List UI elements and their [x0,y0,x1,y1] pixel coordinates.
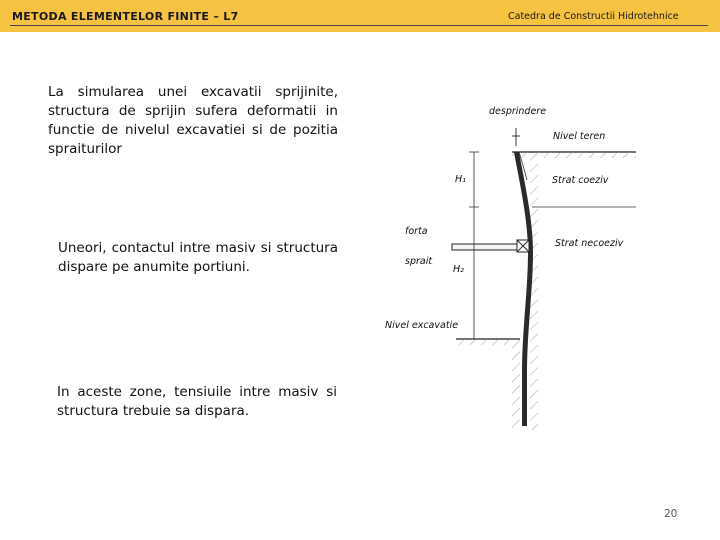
paragraph-excavation-simulation: La simularea unei excavatii sprijinite, structura de sprijin sufera deformatii in functie de nivelul excavatiei si de pozitia spraiturilor [48,84,338,157]
dimension-h2 [469,207,479,339]
front-soil-hatch [512,345,520,430]
label-forta: forta [405,226,428,237]
paragraph-stress-zones: In aceste zone, tensiuile intre masiv si structura trebuie sa dispara. [57,384,337,419]
ground-surface-line [512,152,636,158]
excavation-level-line [456,339,520,345]
label-nivel-teren: Nivel teren [553,131,606,142]
label-h2: H₂ [453,264,464,275]
label-desprindere: desprindere [489,106,547,117]
paragraph-contact-loss: Uneori, contactul intre masiv si structura dispare pe anumite portiuni. [58,240,338,275]
label-h1: H₁ [455,174,466,185]
dimension-h1 [469,152,479,207]
page-number: 20 [664,508,678,520]
course-title: METODA ELEMENTELOR FINITE – L7 [12,10,239,23]
label-nivel-excavatie: Nivel excavatie [385,320,459,331]
strut [452,244,518,250]
label-strat-necoeziv: Strat necoeziv [555,238,624,249]
label-strat-coeziv: Strat coeziv [552,175,609,186]
department-name: Catedra de Constructii Hidrotehnice [508,11,679,22]
label-sprait: sprait [405,256,433,267]
